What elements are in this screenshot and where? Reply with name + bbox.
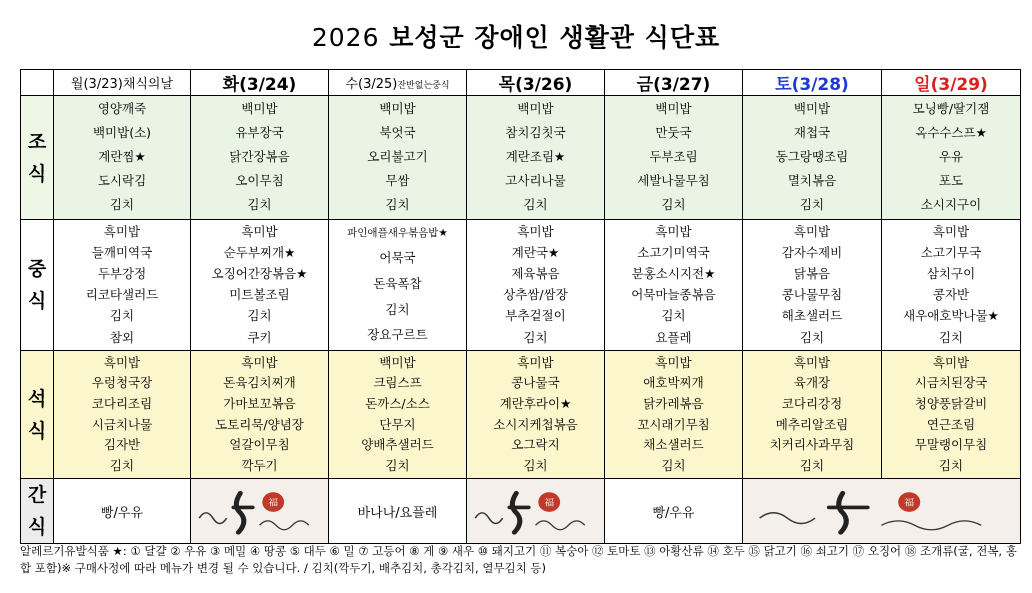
menu-item: 크림스프 (373, 375, 422, 391)
menu-item: 돈육폭찹 (373, 275, 422, 291)
menu-item: 깍두기 (241, 457, 278, 473)
menu-cell (605, 351, 743, 479)
menu-item: 세발나물무침 (637, 173, 710, 189)
day-header-sat (743, 70, 882, 96)
menu-cell (191, 351, 329, 479)
meal-row-snack (21, 479, 1021, 544)
day-header-tue (191, 70, 329, 96)
new-year-greeting-image (191, 486, 328, 536)
title-text: 보성군 장애인 생활관 식단표 (389, 23, 721, 52)
day-header-sun (882, 70, 1021, 96)
day-label: 토(3/28) (775, 75, 849, 95)
menu-item: 흑미밥 (932, 354, 970, 370)
menu-item: 김치 (523, 197, 548, 213)
menu-cell (329, 96, 467, 220)
new-year-greeting-image (467, 486, 604, 536)
menu-item: 백미밥(소) (92, 125, 152, 141)
day-header-wed (329, 70, 467, 96)
day-label: 수(3/25) (345, 77, 398, 92)
snack-image-cell (467, 479, 605, 544)
menu-item: 돈까스/소스 (365, 395, 430, 411)
menu-item: 김치 (661, 197, 686, 213)
menu-item: 김치 (247, 308, 272, 324)
menu-item: 콩자반 (932, 287, 970, 303)
menu-item: 흑미밥 (517, 223, 554, 239)
menu-item: 부추겉절이 (505, 308, 566, 324)
menu-item: 영양깨죽 (97, 101, 147, 117)
day-label: 금(3/27) (636, 75, 711, 95)
menu-item: 분홍소시지전★ (631, 266, 716, 282)
menu-item: 유부장국 (235, 125, 284, 141)
day-header-mon (54, 70, 191, 96)
day-header-fri (605, 70, 743, 96)
meal-label-snack: 간 식 (21, 479, 54, 544)
menu-item: 김치 (799, 329, 825, 345)
meal-row-lunch (21, 220, 1021, 351)
snack-cell: 빵/우유 (54, 479, 191, 544)
menu-item: 들깨미역국 (91, 244, 153, 260)
menu-item: 김치 (523, 329, 548, 345)
menu-item: 참외 (109, 329, 135, 345)
menu-cell (191, 220, 329, 351)
page-title (0, 18, 1032, 54)
menu-cell (882, 96, 1021, 220)
menu-item: 꼬시래기무침 (637, 416, 710, 432)
menu-cell (467, 220, 605, 351)
menu-item: 옥수수스프★ (915, 125, 987, 141)
menu-item: 백미밥 (793, 101, 831, 117)
day-label: 월(3/23)채식의날 (70, 77, 174, 92)
menu-item: 흑미밥 (517, 354, 554, 370)
menu-item: 닭간장볶음 (229, 149, 290, 165)
menu-item: 김치 (109, 197, 135, 213)
menu-item: 김치 (385, 197, 410, 213)
menu-item: 흑미밥 (241, 354, 278, 370)
menu-cell (743, 220, 882, 351)
menu-table (20, 69, 1021, 544)
menu-item: 무쌈 (385, 173, 410, 189)
menu-cell (329, 220, 467, 351)
menu-item: 돈육김치찌개 (223, 375, 296, 391)
menu-item: 가마보꼬볶음 (223, 395, 296, 411)
menu-cell (54, 351, 191, 479)
menu-item: 소시지구이 (920, 197, 982, 213)
menu-item: 김치 (385, 457, 410, 473)
menu-item: 백미밥 (241, 101, 278, 117)
menu-item: 백미밥 (379, 101, 416, 117)
menu-item: 오징어간장볶음★ (211, 266, 308, 282)
snack-image-cell (743, 479, 1021, 544)
menu-item: 두부조림 (649, 149, 698, 165)
menu-item: 흑미밥 (932, 223, 970, 239)
menu-cell (329, 351, 467, 479)
menu-item: 멸치볶음 (787, 173, 837, 189)
menu-item: 감자수제비 (781, 244, 843, 260)
menu-item: 시금치된장국 (914, 375, 988, 391)
snack-cell: 빵/우유 (605, 479, 743, 544)
menu-item: 흑미밥 (655, 354, 692, 370)
menu-item: 모닝빵/딸기잼 (912, 101, 990, 117)
menu-item: 장요구르트 (367, 327, 428, 343)
menu-cell (605, 220, 743, 351)
menu-item: 미트볼조림 (229, 287, 290, 303)
menu-item: 단무지 (379, 416, 416, 432)
menu-item: 고사리나물 (505, 173, 566, 189)
menu-item: 우유 (938, 149, 964, 165)
menu-item: 코다리조림 (91, 395, 153, 411)
menu-item: 양배추샐러드 (361, 437, 434, 453)
menu-cell (467, 96, 605, 220)
menu-item: 상추쌈/쌈장 (503, 287, 568, 303)
menu-item: 치커리사과무침 (769, 437, 855, 453)
day-label: 화(3/24) (222, 75, 297, 95)
menu-cell (743, 96, 882, 220)
menu-item: 흑미밥 (103, 223, 141, 239)
menu-item: 어묵국 (379, 249, 416, 265)
menu-item: 순두부찌개★ (223, 244, 296, 260)
menu-cell (882, 351, 1021, 479)
menu-item: 계란후라이★ (499, 395, 572, 411)
menu-item: 새우애호박나물★ (903, 308, 999, 324)
menu-cell (743, 351, 882, 479)
new-year-greeting-image (743, 486, 1020, 536)
day-sublabel: 잔반없는중식 (397, 81, 450, 91)
menu-cell (882, 220, 1021, 351)
menu-item: 흑미밥 (241, 223, 278, 239)
snack-image-cell (191, 479, 329, 544)
menu-item: 북엇국 (379, 125, 416, 141)
allergy-note: 알레르기유발식품 ★: ① 달걀 ② 우유 ③ 메밀 ④ 땅콩 ⑤ 대두 ⑥ 밀 ⑦ 고등어 ⑧ 게 ⑨ 새우 ⑩ 돼지고기 ⑪ 복숭아 ⑫ 토마토 ⑬ 아황산류 ⑭ 호두 ⑮ 닭고기 ⑯ 쇠고기 ⑰ 오징어 ⑱ 조개류(굴, 전복, 홍합 포함)※ 구매사정에 따라 메뉴가 변경 될 수 있습니다. / 김치(깍두기, 배추김치, 총각김치, 열무김치 등) (20, 544, 1017, 575)
menu-item: 시금치나물 (91, 416, 153, 432)
menu-item: 우렁청국장 (91, 375, 153, 391)
menu-item: 쿠키 (247, 329, 272, 345)
menu-cell (467, 351, 605, 479)
meal-row-dinner (21, 351, 1021, 479)
menu-item: 김치 (385, 301, 410, 317)
menu-item: 콩나물무침 (781, 287, 843, 303)
menu-item: 백미밥 (517, 101, 554, 117)
day-header-thu (467, 70, 605, 96)
menu-item: 메추리알조림 (775, 416, 849, 432)
menu-item: 닭볶음 (793, 266, 831, 282)
svg-text:福: 福 (904, 498, 915, 509)
menu-item: 김치 (109, 457, 135, 473)
menu-item: 콩나물국 (511, 375, 560, 391)
snack-cell: 바나나/요플레 (329, 479, 467, 544)
menu-item: 오이무침 (235, 173, 284, 189)
menu-item: 백미밥 (379, 354, 416, 370)
menu-item: 오리불고기 (367, 149, 428, 165)
title-year: 2026 (311, 23, 380, 52)
menu-item: 김치 (938, 329, 964, 345)
menu-item: 흑미밥 (103, 354, 141, 370)
menu-cell (54, 220, 191, 351)
day-label: 목(3/26) (498, 75, 573, 95)
menu-item: 연근조림 (926, 416, 976, 432)
menu-item: 애호박찌개 (643, 375, 704, 391)
meal-label-dinner: 석 식 (21, 351, 54, 479)
meal-label-lunch: 중 식 (21, 220, 54, 351)
svg-text:福: 福 (268, 498, 279, 509)
day-header-row (21, 70, 1021, 96)
menu-item: 만둣국 (655, 125, 692, 141)
menu-item: 소고기무국 (920, 244, 982, 260)
menu-item: 청양풍닭갈비 (914, 395, 988, 411)
menu-item: 김치 (109, 308, 135, 324)
menu-item: 김치 (247, 197, 272, 213)
menu-item: 리코타샐러드 (85, 287, 159, 303)
meal-label-breakfast: 조 식 (21, 96, 54, 220)
menu-cell (191, 96, 329, 220)
menu-item: 코다리강정 (781, 395, 843, 411)
menu-item: 김자반 (103, 437, 141, 453)
menu-item: 오그락지 (511, 437, 560, 453)
menu-item: 백미밥 (655, 101, 692, 117)
menu-item: 요플레 (655, 329, 692, 345)
menu-item: 파인애플새우볶음밥★ (347, 227, 448, 240)
menu-item: 계란찜★ (98, 149, 146, 165)
menu-item: 도시락김 (97, 173, 147, 189)
menu-item: 해초샐러드 (781, 308, 843, 324)
svg-text:福: 福 (544, 498, 555, 509)
menu-item: 육개장 (793, 375, 831, 391)
menu-item: 재첩국 (793, 125, 831, 141)
menu-item: 김치 (661, 457, 686, 473)
menu-item: 두부강정 (97, 266, 147, 282)
menu-item: 참치김칫국 (505, 125, 566, 141)
menu-item: 김치 (799, 457, 825, 473)
menu-item: 김치 (661, 308, 686, 324)
menu-item: 어묵마늘종볶음 (631, 287, 716, 303)
menu-item: 계란조림★ (505, 149, 566, 165)
day-label: 일(3/29) (914, 75, 988, 95)
menu-item: 동그랑땡조림 (775, 149, 849, 165)
menu-item: 계란국★ (511, 244, 560, 260)
menu-item: 김치 (523, 457, 548, 473)
menu-item: 제육볶음 (511, 266, 560, 282)
menu-item: 포도 (938, 173, 964, 189)
menu-item: 김치 (938, 457, 964, 473)
corner-cell (21, 70, 54, 96)
menu-item: 닭카레볶음 (643, 395, 704, 411)
menu-cell (54, 96, 191, 220)
menu-item: 소고기미역국 (637, 244, 710, 260)
menu-item: 흑미밥 (793, 223, 831, 239)
menu-item: 채소샐러드 (643, 437, 704, 453)
menu-item: 얼갈이무침 (229, 437, 290, 453)
meal-row-breakfast (21, 96, 1021, 220)
menu-item: 흑미밥 (655, 223, 692, 239)
menu-item: 소시지케첩볶음 (493, 416, 578, 432)
menu-item: 흑미밥 (793, 354, 831, 370)
menu-cell (605, 96, 743, 220)
menu-item: 도토리묵/양념장 (215, 416, 304, 432)
menu-item: 김치 (799, 197, 825, 213)
menu-item: 무말랭이무침 (914, 437, 988, 453)
menu-item: 삼치구이 (926, 266, 976, 282)
